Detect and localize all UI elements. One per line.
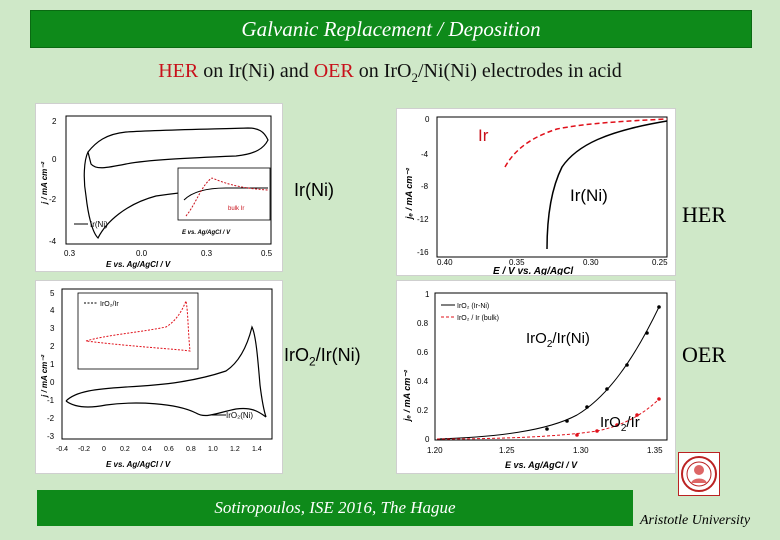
title-banner [30, 10, 752, 48]
label-iro2-ir-ni-left [284, 345, 361, 369]
cv-bot-xtick-1: -0.2 [78, 446, 91, 453]
cv-bot-ylabel: j / mA cm⁻² [40, 354, 49, 397]
oer-ytick-1: 0.8 [417, 319, 429, 328]
her-ylabel: jₑ / mA cm⁻² [404, 167, 414, 219]
oer-xtick-3: 1.35 [647, 446, 663, 455]
cv-bot-inset-legend: IrO₂/Ir [100, 301, 119, 308]
oer-xtick-0: 1.20 [427, 446, 443, 455]
subtitle-part5: /Ni(Ni) electrodes in acid [417, 60, 622, 82]
her-ytick-4: -16 [417, 248, 429, 257]
oer-ylabel: jₑ / mA cm⁻² [402, 369, 412, 421]
label-iro2-ir-ni-left-c: /Ir(Ni) [315, 345, 361, 365]
cv-bot-ytick-1: 4 [50, 306, 55, 315]
subtitle-sub: 2 [411, 70, 418, 85]
her-xtick-1: 0.35 [509, 258, 525, 267]
label-ir-ni-right: Ir(Ni) [570, 186, 608, 205]
cv-bot-xtick-8: 1.2 [230, 446, 240, 453]
cv-top-xtick-3: 0.5 [261, 249, 273, 258]
oer-xtick-2: 1.30 [573, 446, 589, 455]
banner-title: Galvanic Replacement / Deposition [241, 16, 541, 41]
subtitle-oer: OER [313, 60, 354, 82]
label-iro2-ir-ni-left-a: IrO [284, 345, 309, 365]
cv-bot-legend: IrO₂(Ni) [226, 411, 254, 420]
label-iro2-ir-ni-left-b: 2 [309, 354, 316, 369]
cv-bot-ytick-4: 1 [50, 360, 55, 369]
footer-text: Sotiropoulos, ISE 2016, The Hague [214, 498, 456, 517]
her-xtick-3: 0.25 [652, 258, 668, 267]
cv-top-ytick-0: 2 [52, 117, 57, 126]
cv-bot-xtick-4: 0.4 [142, 446, 152, 453]
label-iro2-ir-ni-right-a: IrO [526, 330, 547, 347]
her-ytick-0: 0 [425, 115, 430, 124]
cv-top-xtick-1: 0.0 [136, 249, 148, 258]
cv-top-chart [35, 103, 283, 272]
cv-bot-ytick-6: -1 [47, 396, 55, 405]
cv-top-xtick-2: 0.3 [201, 249, 213, 258]
cv-bot-inset [78, 293, 198, 369]
university-seal-icon [678, 452, 720, 496]
oer-chart [396, 280, 676, 474]
subtitle-her: HER [158, 60, 199, 82]
cv-top-inset-legend: bulk Ir [228, 206, 245, 212]
cv-top-xtick-0: 0.3 [64, 249, 76, 258]
cv-bot-xtick-5: 0.6 [164, 446, 174, 453]
university-name: Aristotle University [640, 513, 751, 528]
label-her: HER [682, 202, 726, 227]
her-xtick-0: 0.40 [437, 258, 453, 267]
cv-bot-xtick-2: 0 [102, 446, 106, 453]
her-svg [397, 109, 675, 275]
cv-top-inset-xlabel: E vs. Ag/AgCl / V [182, 230, 231, 236]
cv-top-ytick-2: -2 [49, 195, 57, 204]
cv-top-ytick-3: -4 [49, 237, 57, 246]
her-ytick-2: -8 [421, 182, 429, 191]
label-iro2-ir-ni-right-b: 2 [546, 339, 553, 350]
cv-top-ytick-1: 0 [52, 155, 57, 164]
cv-bottom-chart [35, 280, 283, 474]
label-iro2-ir-b: 2 [620, 423, 627, 434]
cv-bot-xtick-3: 0.2 [120, 446, 130, 453]
oer-ytick-4: 0.2 [417, 406, 429, 415]
cv-bot-ytick-7: -2 [47, 414, 55, 423]
subtitle-part2: on Ir(Ni) and [198, 60, 314, 82]
cv-top-svg [36, 104, 282, 271]
subtitle-part4: on IrO [353, 60, 412, 82]
cv-bottom-svg [36, 281, 282, 473]
cv-bot-xtick-9: 1.4 [252, 446, 262, 453]
label-iro2-ir-a: IrO [600, 414, 621, 431]
her-xlabel: E / V vs. Ag/AgCl [493, 266, 574, 275]
oer-xlabel: E vs. Ag/AgCl / V [505, 460, 578, 470]
oer-ytick-0: 1 [425, 290, 430, 299]
cv-top-curve-upper [88, 128, 268, 168]
label-ir-ni-left: Ir(Ni) [294, 180, 334, 200]
cv-bot-ytick-8: -3 [47, 432, 55, 441]
label-iro2-ir-ni-right [526, 330, 590, 350]
oer-ytick-2: 0.6 [417, 348, 429, 357]
cv-bot-xtick-7: 1.0 [208, 446, 218, 453]
cv-bot-xlabel: E vs. Ag/AgCl / V [106, 460, 171, 469]
her-curve-irni [547, 121, 667, 249]
oer-legend-1: IrO₂ (Ir-Ni) [457, 303, 490, 310]
cv-bot-ytick-3: 2 [50, 342, 55, 351]
her-xtick-2: 0.30 [583, 258, 599, 267]
label-oer: OER [682, 342, 726, 367]
cv-bot-xtick-6: 0.8 [186, 446, 196, 453]
cv-bot-ytick-2: 3 [50, 324, 55, 333]
her-ytick-3: -12 [417, 215, 429, 224]
cv-bot-ytick-0: 5 [50, 289, 55, 298]
oer-ytick-3: 0.4 [417, 377, 429, 386]
oer-xtick-1: 1.25 [499, 446, 515, 455]
cv-top-xlabel: E vs. Ag/AgCl / V [106, 260, 171, 269]
her-ytick-1: -4 [421, 150, 429, 159]
cv-top-ylabel: j / mA cm⁻² [40, 161, 49, 204]
cv-top-legend: Ir(Ni) [90, 220, 108, 229]
label-iro2-ir-c: /Ir [626, 414, 640, 431]
oer-svg [397, 281, 675, 473]
slide-subtitle [0, 60, 780, 86]
label-iro2-ir [600, 414, 640, 434]
cv-bot-ytick-5: 0 [50, 378, 55, 387]
label-iro2-ir-ni-right-c: /Ir(Ni) [552, 330, 590, 347]
label-ir: Ir [478, 126, 489, 145]
cv-bot-xtick-0: -0.4 [56, 446, 69, 453]
oer-ytick-5: 0 [425, 435, 430, 444]
her-chart [396, 108, 676, 276]
footer-banner [37, 490, 633, 526]
oer-legend-2: IrO₂ / Ir (bulk) [457, 315, 499, 322]
